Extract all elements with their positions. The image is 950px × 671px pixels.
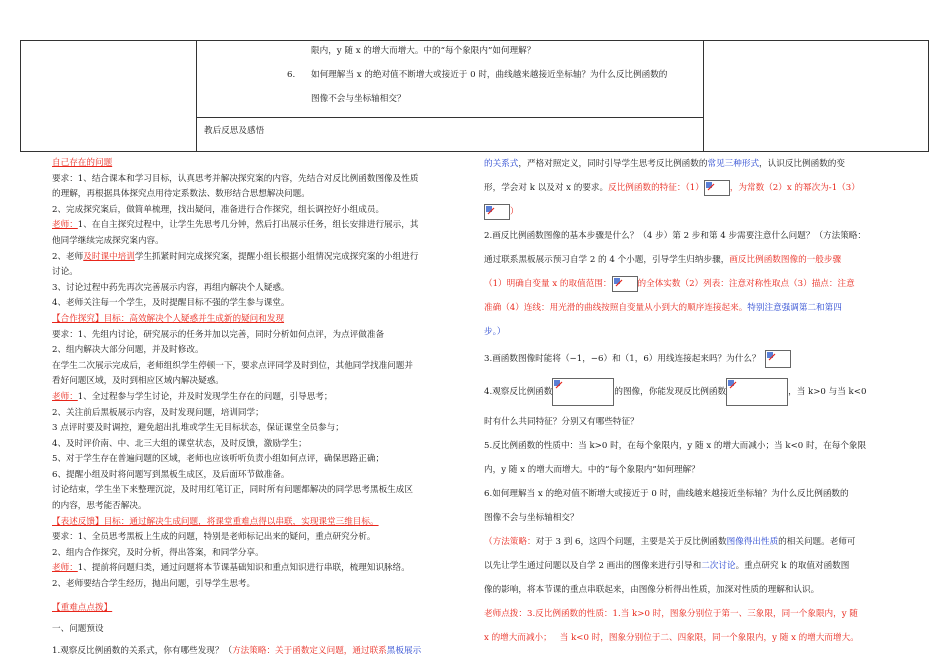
paragraph: 讨论结束，学生坐下来整理沉淀，及时用红笔订正，同时所有问题都解决的同学思考黑板生成区: [52, 485, 413, 496]
property-text: 当 k<0 时，图象分别位于二、四象限，同一个象限内，y 随 x 的增大而增大。: [559, 633, 859, 643]
table-text: 如何理解当 x 的绝对值不断增大或接近于 0 时，曲线越来越接近坐标轴？为什么反比例函数的: [311, 70, 668, 80]
paragraph: 2、组内解决大部分问题，并及时修改。: [52, 345, 204, 356]
highlight-text: 特别注意强调第二和第四: [747, 303, 842, 313]
paragraph: 5.反比例函数的性质中：当 k>0 时，在每个象限内，y 随 x 的增大而减小；当 k<0 时，在每个象限: [484, 441, 867, 451]
paragraph: 在学生二次展示完成后，老师组织学生停顿一下，要求点评同学及时到位，其他同学找准问题并: [52, 360, 413, 371]
paragraph: 2、完成探究案后，做简单梳理，找出疑问，准备进行合作探究，组长调控好小组成员。: [52, 204, 385, 215]
property-text: x 的增大而减小；: [484, 633, 552, 643]
paragraph: 3 点评时要及时调控，避免超出扎堆或学生无目标状态，保证课堂全员参与；: [52, 423, 344, 434]
table-text: 限内，y 随 x 的增大而增大。中的“每个象限内”如何理解？: [311, 46, 536, 56]
paragraph: [484, 374, 914, 410]
formula-image-icon: [765, 350, 791, 368]
paragraph: 要求：1、全员思考黑板上生成的问题，特别是老师标记出来的疑问，重点研究分析。: [52, 532, 376, 543]
paragraph: 的理解，再根据具体探究点用待定系数法、数形结合思想解决问题。: [52, 189, 310, 200]
strategy-text: （方法策略：: [484, 537, 536, 547]
paragraph: 6、提醒小组及时将问题写到黑板生成区，及后面环节做准备。: [52, 469, 290, 480]
paragraph: [52, 390, 470, 406]
paragraph: 讨论。: [52, 267, 78, 278]
paragraph-text: 以先让学生通过问题以及自学 2 画出的图像来进行引导和: [484, 561, 702, 571]
paragraph: 步。）: [484, 327, 506, 337]
formula-image-icon: [612, 276, 638, 292]
paragraph-text: 通过联系黑板展示预习自学 2 的 4 个小题，引导学生归纳步骤，: [484, 255, 730, 265]
paragraph: [484, 602, 914, 626]
paragraph-text: 2、老师: [52, 251, 84, 262]
formula-image-icon: [552, 378, 614, 406]
table-divider: [703, 41, 704, 151]
highlight-text: 二次讨论: [701, 561, 736, 571]
paragraph: [52, 644, 470, 660]
reflection-label: 教后反思及感悟: [204, 126, 265, 136]
paragraph-text: 的图像，你能发现反比例函数: [614, 387, 727, 397]
paragraph: [484, 152, 914, 176]
paragraph-text: ，认识反比例函数的变: [759, 159, 845, 169]
strategy-text: 方法策略：关于函数定义问题，通过联系: [232, 645, 387, 656]
teacher-label: 老师：: [52, 563, 78, 574]
paragraph: 2、关注前后黑板展示内容，及时发现问题，培训同学；: [52, 407, 264, 418]
paragraph: 他同学继续完成探究案内容。: [52, 235, 164, 246]
highlight-text: 图像得出性质: [726, 537, 779, 547]
question-number: 6.: [287, 70, 296, 80]
paragraph: 4、老师关注每一个学生，及时提醒目标不强的学生参与课堂。: [52, 298, 290, 309]
property-text: 3.反比例函数的性质：1.当 k>0 时，图象分别位于第一、三象限，同一个象限内，y 随: [526, 609, 858, 619]
paragraph-text: ，当 k>0 与当 k<0: [788, 387, 867, 397]
left-column: [52, 156, 470, 659]
paragraph-text: ，严格对照定义，同时引导学生思考反比例函数的: [518, 159, 708, 169]
paragraph: [52, 218, 470, 234]
teacher-hint-label: 老师点拨：: [484, 609, 527, 619]
paragraph: [484, 176, 914, 200]
section-heading: 自己存在的问题: [52, 158, 113, 168]
paragraph: [484, 344, 914, 374]
steps-text: 准确（4）连线：用光滑的曲线按照自变量从小到大的顺序连接起来。: [484, 303, 748, 313]
paragraph-text: 1、提前将问题归类，通过问题将本节课基础知识和重点知识进行串联，梳理知识脉络。: [77, 563, 410, 574]
paragraph: 5、对于学生存在普遍问题的区域，老师也应该听听负责小组如何点评，确保思路正确；: [52, 454, 385, 465]
feature-text: ，为常数（2）x 的幂次为-1（3）: [729, 183, 860, 193]
paragraph-text: 对于 3 到 6，这四个问题，主要是关于反比例函数: [535, 537, 727, 547]
paragraph-text: 的相关问题。老师可: [778, 537, 856, 547]
highlight-text: 的关系式: [484, 159, 519, 169]
paragraph: [52, 250, 470, 266]
section-heading: 【合作探究】目标：高效解决个人疑惑并生成新的疑问和发现: [52, 313, 285, 324]
paragraph: 2、老师要结合学生经历，抛出问题，引导学生思考。: [52, 579, 256, 590]
teacher-label: 老师：: [52, 220, 78, 231]
paragraph: 内，y 随 x 的增大而增大。中的“每个象限内”如何理解？: [484, 465, 700, 475]
paragraph: 看好问题区域，及时到相应区域内解决疑惑。: [52, 376, 224, 387]
highlight-text: 黑板展示: [386, 645, 422, 656]
paragraph: [484, 296, 914, 320]
teacher-label: 老师：: [52, 391, 78, 402]
paragraph: [484, 200, 914, 224]
steps-text: 画反比例函数图像的一般步骤: [729, 255, 842, 265]
paragraph-text: 4.观察反比例函数: [484, 387, 553, 397]
paragraph-text: 3.画函数图像时能将（−1，−6）和（1，6）用线连接起来吗？为什么？: [484, 354, 761, 364]
feature-text: 反比例函数的特征：（1）: [608, 183, 704, 193]
paragraph: [52, 561, 470, 577]
paragraph: 4、及时评价南、中、北三大组的课堂状态，及时反馈，激励学生；: [52, 438, 307, 449]
formula-image-icon: [704, 180, 730, 196]
paragraph-text: 形，学会对 k 以及对 x 的要求。: [484, 183, 609, 193]
paragraph-text: 1.观察反比例函数的关系式，你有哪些发现？（: [52, 645, 233, 656]
steps-text: （1）明确自变量 x 的取值范围：: [484, 279, 612, 289]
table-divider: [196, 41, 197, 151]
reflection-table: [20, 40, 929, 152]
right-column: [484, 152, 914, 650]
section-heading: 【重难点点拨】: [52, 602, 113, 613]
feature-text: ）: [510, 207, 519, 217]
paragraph-text: 。重点研究 k 的取值对函数图: [735, 561, 850, 571]
paragraph: 一、问题预设: [52, 624, 104, 635]
highlight-text: 及时课中培训: [83, 251, 135, 262]
formula-image-icon: [726, 378, 788, 406]
paragraph: 2、组内合作探究，及时分析，得出答案，和同学分享。: [52, 547, 264, 558]
paragraph: [484, 272, 914, 296]
paragraph: 3、讨论过程中药先再次完善展示内容，再组内解决个人疑惑。: [52, 282, 290, 293]
paragraph: [484, 626, 914, 650]
paragraph: [484, 554, 914, 578]
paragraph: 图像不会与坐标轴相交？: [484, 513, 579, 523]
paragraph: 要求：1、先组内讨论，研究展示的任务并加以完善，同时分析如何点评，为点评做准备: [52, 329, 385, 340]
paragraph: 时有什么共同特征？分别又有哪些特征？: [484, 417, 639, 427]
paragraph: [484, 530, 914, 554]
table-divider: [196, 117, 703, 118]
paragraph-text: 1、全过程参与学生讨论，并及时发现学生存在的问题，引导思考；: [77, 391, 333, 402]
paragraph: [484, 248, 914, 272]
section-heading: 【表述反馈】目标：通过解决生成问题，将课堂重难点得以串联，实现课堂三维目标。: [52, 516, 379, 527]
paragraph: 的内容，思考能否解决。: [52, 501, 147, 512]
paragraph-text: 1、在自主探究过程中，让学生先思考几分钟，然后打出展示任务，组长安排进行展示，其: [77, 220, 419, 231]
paragraph: 2.画反比例函数图像的基本步骤是什么？（4 步）第 2 步和第 4 步需要注意什么问题？（方法策略：: [484, 231, 867, 241]
paragraph: 像的影响，将本节课的重点串联起来，由图像分析得出性质，加深对性质的理解和认识。: [484, 585, 820, 595]
steps-text: 的全体实数（2）列表：注意对称性取点（3）描点：注意: [637, 279, 855, 289]
table-text: 图像不会与坐标轴相交？: [311, 94, 406, 104]
highlight-text: 常见三种形式: [707, 159, 760, 169]
paragraph-text: 学生抓紧时间完成探究案，提醒小组长根据小组情况完成探究案的小组进行: [134, 251, 419, 262]
paragraph: 6.如何理解当 x 的绝对值不断增大或接近于 0 时，曲线越来越接近坐标轴？为什么反比例函数的: [484, 489, 849, 499]
paragraph: 要求：1、结合课本和学习目标，认真思考并解决探究案的内容，先结合对反比例函数图像及性质: [52, 173, 419, 184]
formula-image-icon: [484, 204, 510, 220]
